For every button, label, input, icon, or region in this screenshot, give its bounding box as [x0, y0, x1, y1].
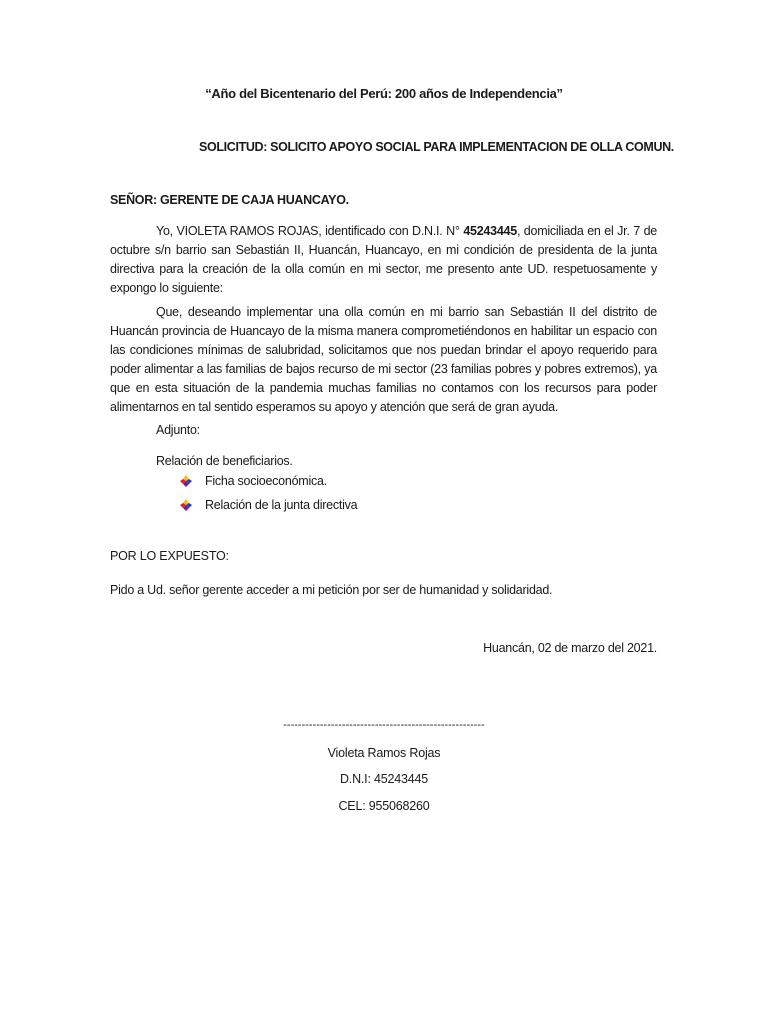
attachment-label: Relación de la junta directiva [205, 498, 358, 512]
request-paragraph [110, 303, 657, 417]
beneficiaries-item: Relación de beneficiarios. [156, 454, 293, 468]
attachments-heading: Adjunto: [156, 423, 200, 437]
por-lo-expuesto: POR LO EXPUESTO: [110, 549, 229, 563]
subject-line: SOLICITUD: SOLICITO APOYO SOCIAL PARA IMPLEMENTACION DE OLLA COMUN. [199, 140, 674, 154]
year-title: “Año del Bicentenario del Perú: 200 años de Independencia” [205, 86, 563, 101]
intro-paragraph [110, 222, 657, 298]
intro-text: Yo, VIOLETA RAMOS ROJAS, identificado con D.N.I. N° [156, 224, 464, 238]
intro-text-rest: , domiciliada en el Jr. 7 de octubre s/n barrio san Sebastián II, Huancán, Huancayo, en mi condición de presidenta de la junta directiva para la creación de la olla común en mi sector, me presento ante UD. respetuosamente y expongo lo siguiente: [110, 224, 657, 295]
list-item [180, 470, 357, 492]
date-line: Huancán, 02 de marzo del 2021. [483, 641, 657, 655]
signature-cel: CEL: 955068260 [338, 799, 430, 813]
request-text: Que, deseando implementar una olla común en mi barrio san Sebastián II del distrito de Huancán provincia de Huancayo de la misma manera comprometiéndonos en habilitar un espacio con las condiciones mínimas de salubridad, solicitamos que nos puedan brindar el apoyo requerido para poder alimentar a las familias de bajos recurso de mi sector (23 familias pobres y pobres extremos), ya que en esta situación de la pandemia muchas familias no contamos con los recursos para poder alimentarnos en tal sentido esperamos su apoyo y atención que será de gran ayuda. [110, 305, 657, 414]
petition-line: Pido a Ud. señor gerente acceder a mi petición por ser de humanidad y solidaridad. [110, 583, 553, 597]
list-item [180, 494, 357, 516]
signature-name: Violeta Ramos Rojas [327, 746, 441, 760]
signature-dni: D.N.I: 45243445 [339, 772, 429, 786]
attachments-list [180, 470, 357, 518]
signature-line: ------------------------------------------------------- [283, 719, 485, 731]
attachment-label: Ficha socioeconómica. [205, 474, 327, 488]
colored-diamond-bullet-icon [180, 475, 192, 487]
addressee: SEÑOR: GERENTE DE CAJA HUANCAYO. [110, 193, 349, 207]
colored-diamond-bullet-icon [180, 499, 192, 511]
dni-number: 45243445 [463, 224, 517, 238]
